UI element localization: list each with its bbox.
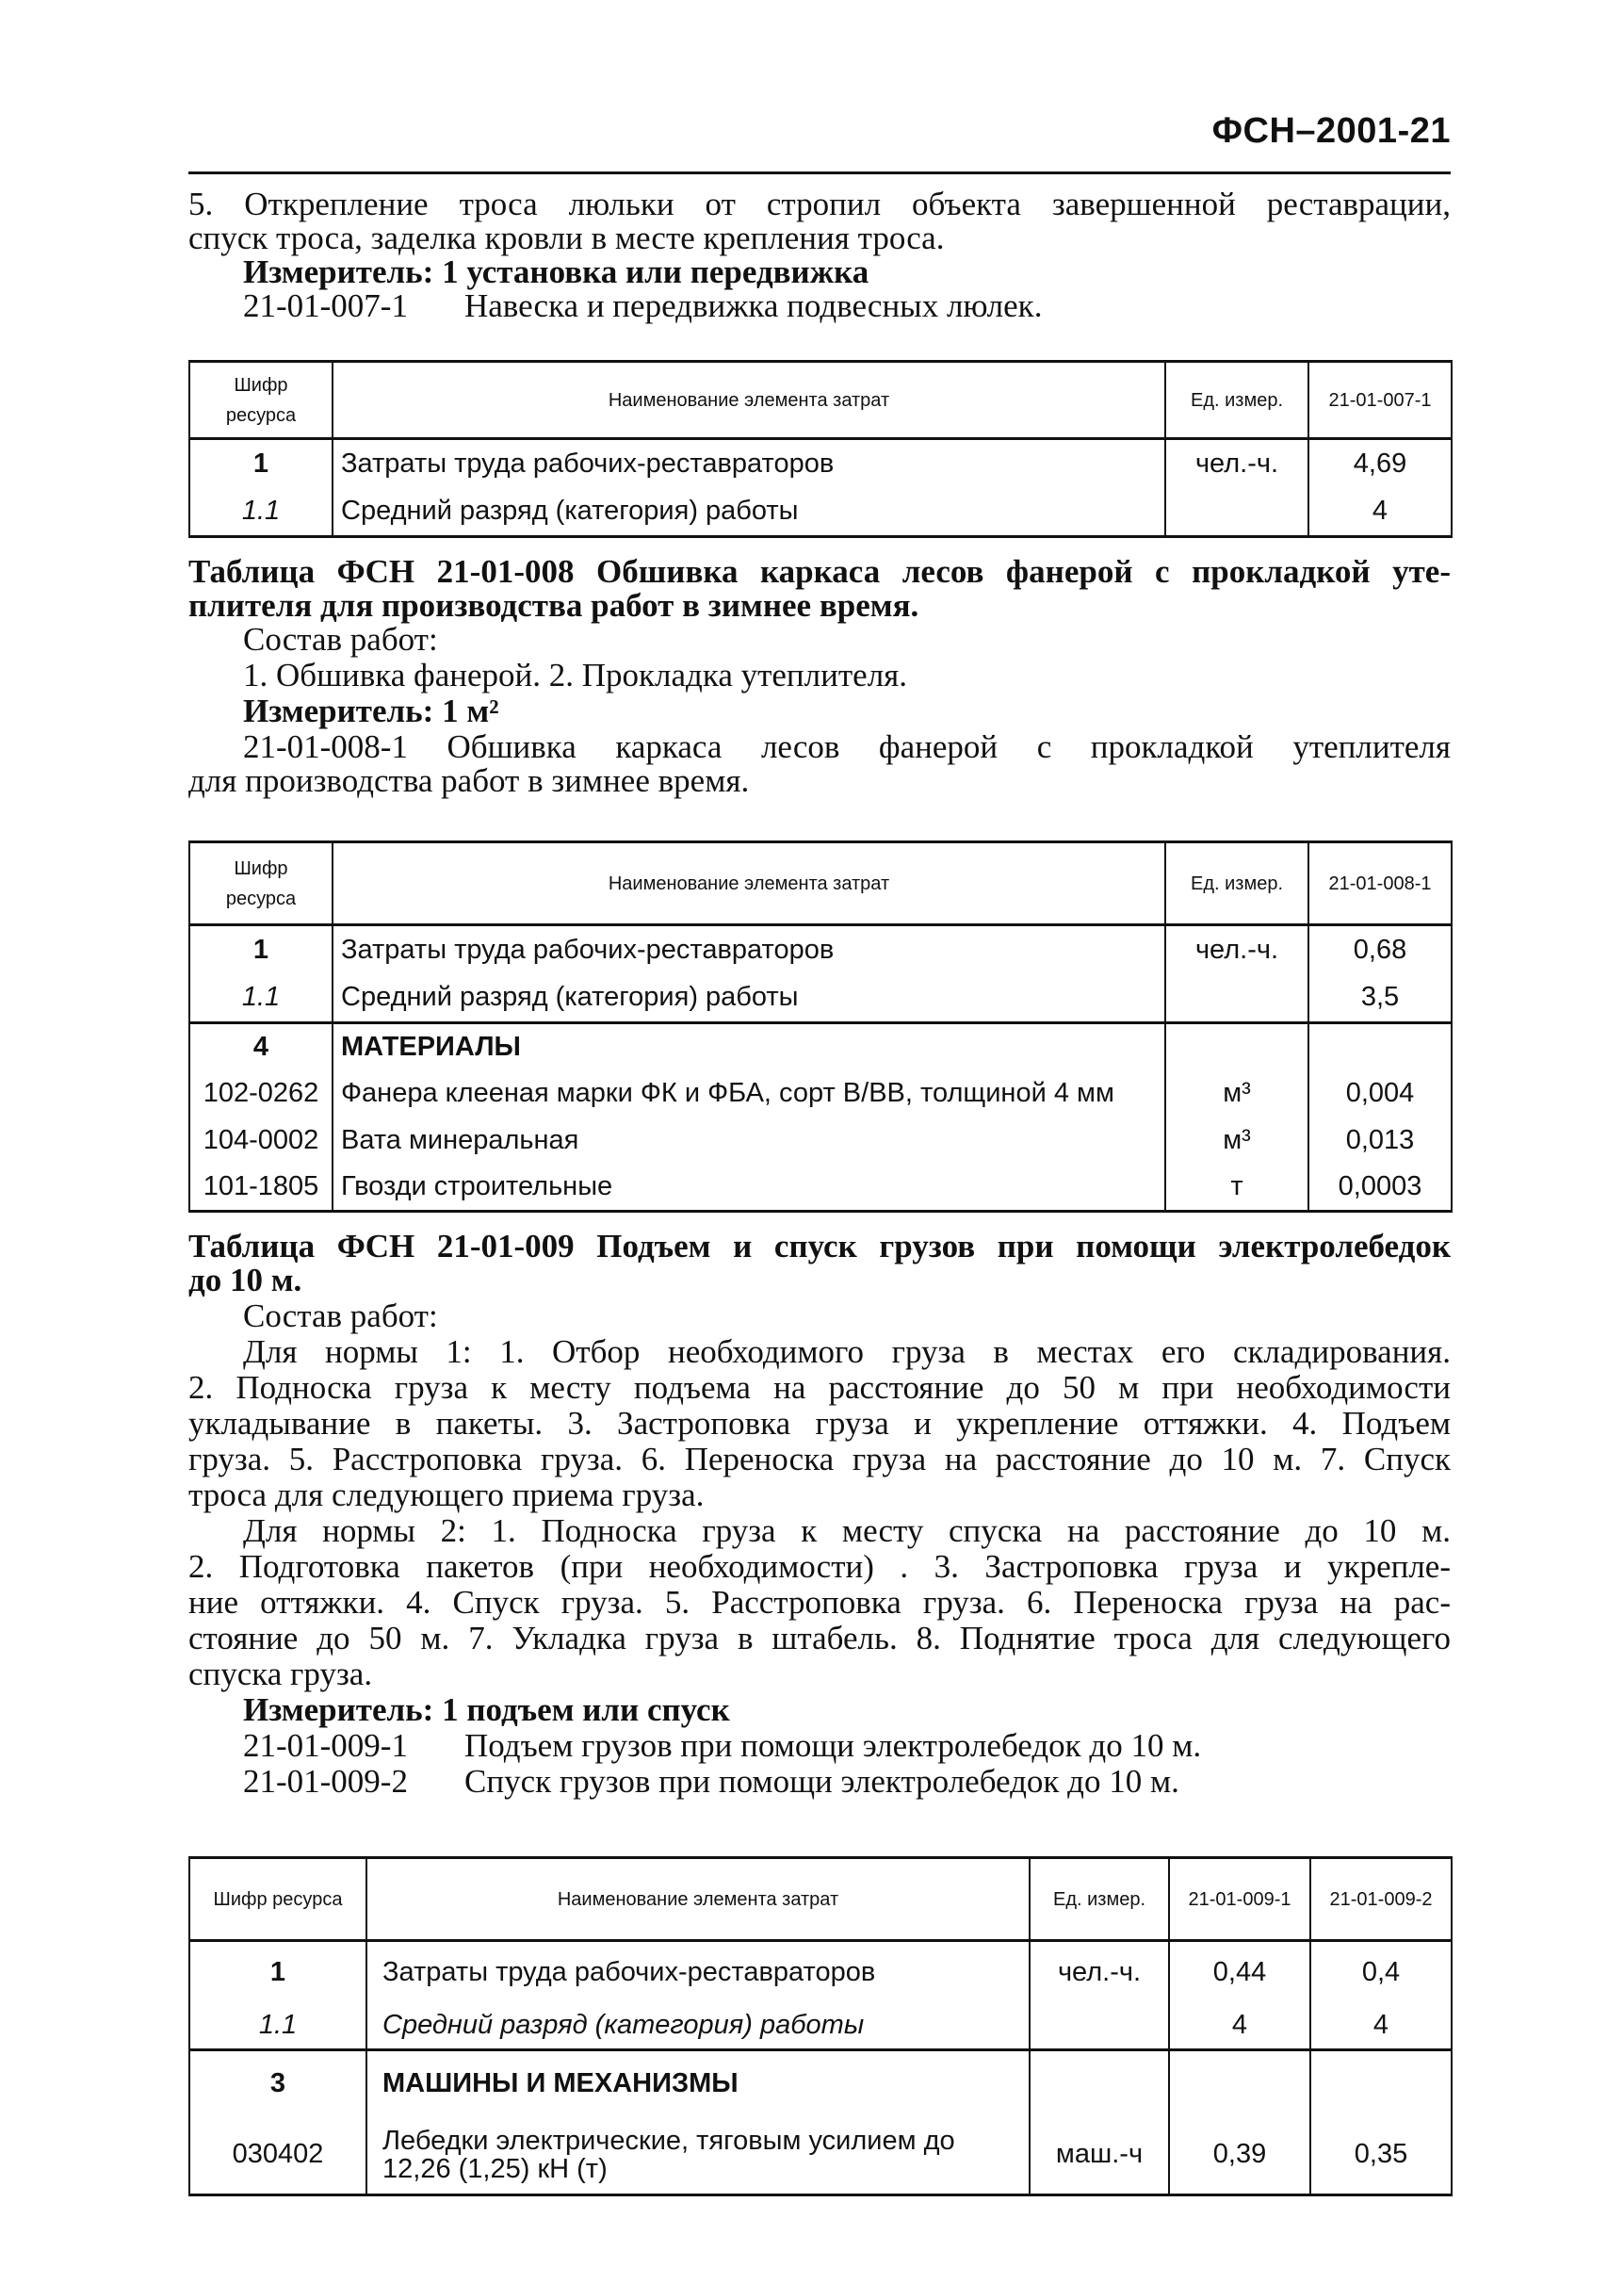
table-row: [189, 2003, 1452, 2050]
cell-unit: чел.-ч.: [1165, 439, 1308, 488]
table-row: [189, 1165, 1452, 1212]
cell-code: 102-0262: [189, 1070, 333, 1118]
norm-code: 21-01-009-2: [243, 1763, 408, 1800]
meter-007: Измеритель: 1 установка или передвижка: [243, 253, 869, 290]
table-section-row: [189, 1023, 1452, 1070]
meter-009: Измеритель: 1 подъем или спуск: [243, 1691, 730, 1728]
cell-unit: т: [1165, 1165, 1308, 1212]
col-header-norm: 21-01-008-1: [1308, 842, 1452, 925]
cell-name: Лебедки электрические, тяговым усилием до 12,26 (1,25) кН (т): [366, 2116, 1030, 2195]
cell-unit: [1030, 2003, 1169, 2050]
cell-value: 0,39: [1169, 2116, 1310, 2195]
table-section-row: [189, 2050, 1452, 2116]
norm2-line: Для нормы 2: 1. Подноска груза к месту спуска на расстояние до 10 м.: [243, 1512, 1451, 1549]
table-row: [189, 1118, 1452, 1165]
cell-code: 1.1: [189, 974, 333, 1023]
cell-value: 4,69: [1308, 439, 1452, 488]
cell-code: 1: [189, 925, 333, 974]
cell-value: [1308, 1023, 1452, 1070]
cell-value: 0,004: [1308, 1070, 1452, 1118]
col-header-norm-2: 21-01-009-2: [1310, 1858, 1452, 1941]
cell-unit: м³: [1165, 1118, 1308, 1165]
cell-unit: чел.-ч.: [1030, 1941, 1169, 2003]
resource-table-007: [188, 360, 1453, 538]
cell-name: Гвозди строительные: [333, 1165, 1165, 1212]
norm1-line: 2. Подноска груза к месту подъема на расстояние до 50 м при необходимости: [188, 1369, 1451, 1406]
cell-value: 0,4: [1310, 1941, 1452, 2003]
paragraph-5-cont: спуск троса, заделка кровли в месте крепления троса.: [188, 220, 945, 256]
norm1-line: груза. 5. Расстроповка груза. 6. Переноска груза на расстояние до 10 м. 7. Спуск: [188, 1441, 1451, 1477]
cell-code: 030402: [189, 2116, 366, 2195]
cell-value: 0,35: [1310, 2116, 1452, 2195]
section-title-machines: МАШИНЫ И МЕХАНИЗМЫ: [366, 2050, 1030, 2116]
header-rule: [188, 171, 1451, 174]
table-008-title: Таблица ФСН 21-01-008 Обшивка каркаса лесов фанерой с прокладкой уте-: [188, 553, 1451, 590]
cell-name: Средний разряд (категория) работы: [333, 974, 1165, 1023]
resource-table-009: [188, 1856, 1453, 2196]
section-title-materials: МАТЕРИАЛЫ: [333, 1023, 1165, 1070]
meter-008: Измеритель: 1 м²: [243, 693, 499, 729]
norm-description: Спуск грузов при помощи электролебедок до 10 м.: [464, 1763, 1179, 1800]
col-header-name: Наименование элемента затрат: [333, 842, 1165, 925]
norm-code-007-1: [188, 287, 1451, 324]
paragraph-5: 5. Открепление троса люльки от стропил объекта завершенной реставрации,: [188, 186, 1451, 222]
cell-value: 4: [1308, 488, 1452, 537]
cell-unit: маш.-ч: [1030, 2116, 1169, 2195]
cell-value: [1169, 2050, 1310, 2116]
cell-value: 0,68: [1308, 925, 1452, 974]
cell-unit: м³: [1165, 1070, 1308, 1118]
table-row: [189, 2116, 1452, 2195]
cell-code: 1.1: [189, 488, 333, 537]
cell-name: Средний разряд (категория) работы: [333, 488, 1165, 537]
norm-code-008-1-cont: для производства работ в зимнее время.: [188, 762, 750, 799]
norm2-line: стояние до 50 м. 7. Укладка груза в штабель. 8. Поднятие троса для следующего: [188, 1620, 1451, 1656]
cell-unit: [1165, 488, 1308, 537]
table-009-title-cont: до 10 м.: [188, 1262, 302, 1298]
norm-code-009-2: [188, 1763, 1451, 1800]
cell-value: 4: [1310, 2003, 1452, 2050]
cell-code: 3: [189, 2050, 366, 2116]
norm-code-008-1: 21-01-008-1 Обшивка каркаса лесов фанерой с прокладкой утеплителя: [243, 728, 1451, 765]
cell-code: 4: [189, 1023, 333, 1070]
table-header-row: [189, 842, 1452, 925]
resource-table-008: [188, 840, 1453, 1213]
cell-value: 0,013: [1308, 1118, 1452, 1165]
norm2-line: ние оттяжки. 4. Спуск груза. 5. Расстроповка груза. 6. Переноска груза на рас-: [188, 1584, 1451, 1621]
norm1-line: Для нормы 1: 1. Отбор необходимого груза в местах его складирования.: [243, 1333, 1451, 1370]
cell-value: 0,44: [1169, 1941, 1310, 2003]
table-008-title-cont: плителя для производства работ в зимнее время.: [188, 587, 919, 624]
table-row: [189, 1941, 1452, 2003]
col-header-unit: Ед. измер.: [1165, 362, 1308, 439]
norm-description: Навеска и передвижка подвесных люлек.: [464, 287, 1043, 324]
cell-name: Вата минеральная: [333, 1118, 1165, 1165]
cell-code: 104-0002: [189, 1118, 333, 1165]
cell-name: Затраты труда рабочих-реставраторов: [333, 439, 1165, 488]
cell-unit: чел.-ч.: [1165, 925, 1308, 974]
col-header-code: Шифр ресурса: [189, 362, 333, 439]
table-row: [189, 439, 1452, 488]
col-header-norm: 21-01-007-1: [1308, 362, 1452, 439]
work-composition-008: 1. Обшивка фанерой. 2. Прокладка утеплителя.: [243, 657, 908, 693]
table-row: [189, 925, 1452, 974]
col-header-unit: Ед. измер.: [1030, 1858, 1169, 1941]
cell-code: 1.1: [189, 2003, 366, 2050]
col-header-unit: Ед. измер.: [1165, 842, 1308, 925]
cell-value: [1310, 2050, 1452, 2116]
col-header-code: Шифр ресурса: [189, 1858, 366, 1941]
cell-code: 101-1805: [189, 1165, 333, 1212]
work-composition-label: Состав работ:: [243, 1297, 438, 1334]
cell-code: 1: [189, 439, 333, 488]
cell-value: 0,0003: [1308, 1165, 1452, 1212]
norm-description: Подъем грузов при помощи электролебедок до 10 м.: [464, 1727, 1202, 1764]
norm1-line: укладывание в пакеты. 3. Застроповка груза и укрепление оттяжки. 4. Подъем: [188, 1405, 1451, 1442]
cell-unit: [1165, 974, 1308, 1023]
cell-code: 1: [189, 1941, 366, 2003]
cell-unit: [1030, 2050, 1169, 2116]
norm-code-009-1: [188, 1727, 1451, 1764]
cell-name: Фанера клееная марки ФК и ФБА, сорт В/ВВ, толщиной 4 мм: [333, 1070, 1165, 1118]
norm2-line: спуска груза.: [188, 1656, 373, 1692]
table-header-row: [189, 1858, 1452, 1941]
table-row: [189, 974, 1452, 1023]
document-code-header: ФСН–2001-21: [1211, 111, 1451, 151]
table-row: [189, 488, 1452, 537]
table-row: [189, 1070, 1452, 1118]
cell-unit: [1165, 1023, 1308, 1070]
work-composition-label: Состав работ:: [243, 621, 438, 658]
cell-name: Затраты труда рабочих-реставраторов: [366, 1941, 1030, 2003]
cell-value: 3,5: [1308, 974, 1452, 1023]
norm-code: 21-01-009-1: [243, 1727, 408, 1764]
table-009-title: Таблица ФСН 21-01-009 Подъем и спуск грузов при помощи электролебедок: [188, 1228, 1451, 1264]
cell-name: Затраты труда рабочих-реставраторов: [333, 925, 1165, 974]
cell-value: 4: [1169, 2003, 1310, 2050]
cell-name: Средний разряд (категория) работы: [366, 2003, 1030, 2050]
col-header-name: Наименование элемента затрат: [366, 1858, 1030, 1941]
col-header-norm-1: 21-01-009-1: [1169, 1858, 1310, 1941]
col-header-code: Шифр ресурса: [189, 842, 333, 925]
norm1-line: троса для следующего приема груза.: [188, 1476, 705, 1513]
col-header-name: Наименование элемента затрат: [333, 362, 1165, 439]
table-header-row: [189, 362, 1452, 439]
norm2-line: 2. Подготовка пакетов (при необходимости) . 3. Застроповка груза и укрепле-: [188, 1548, 1451, 1585]
norm-code: 21-01-007-1: [243, 287, 408, 324]
